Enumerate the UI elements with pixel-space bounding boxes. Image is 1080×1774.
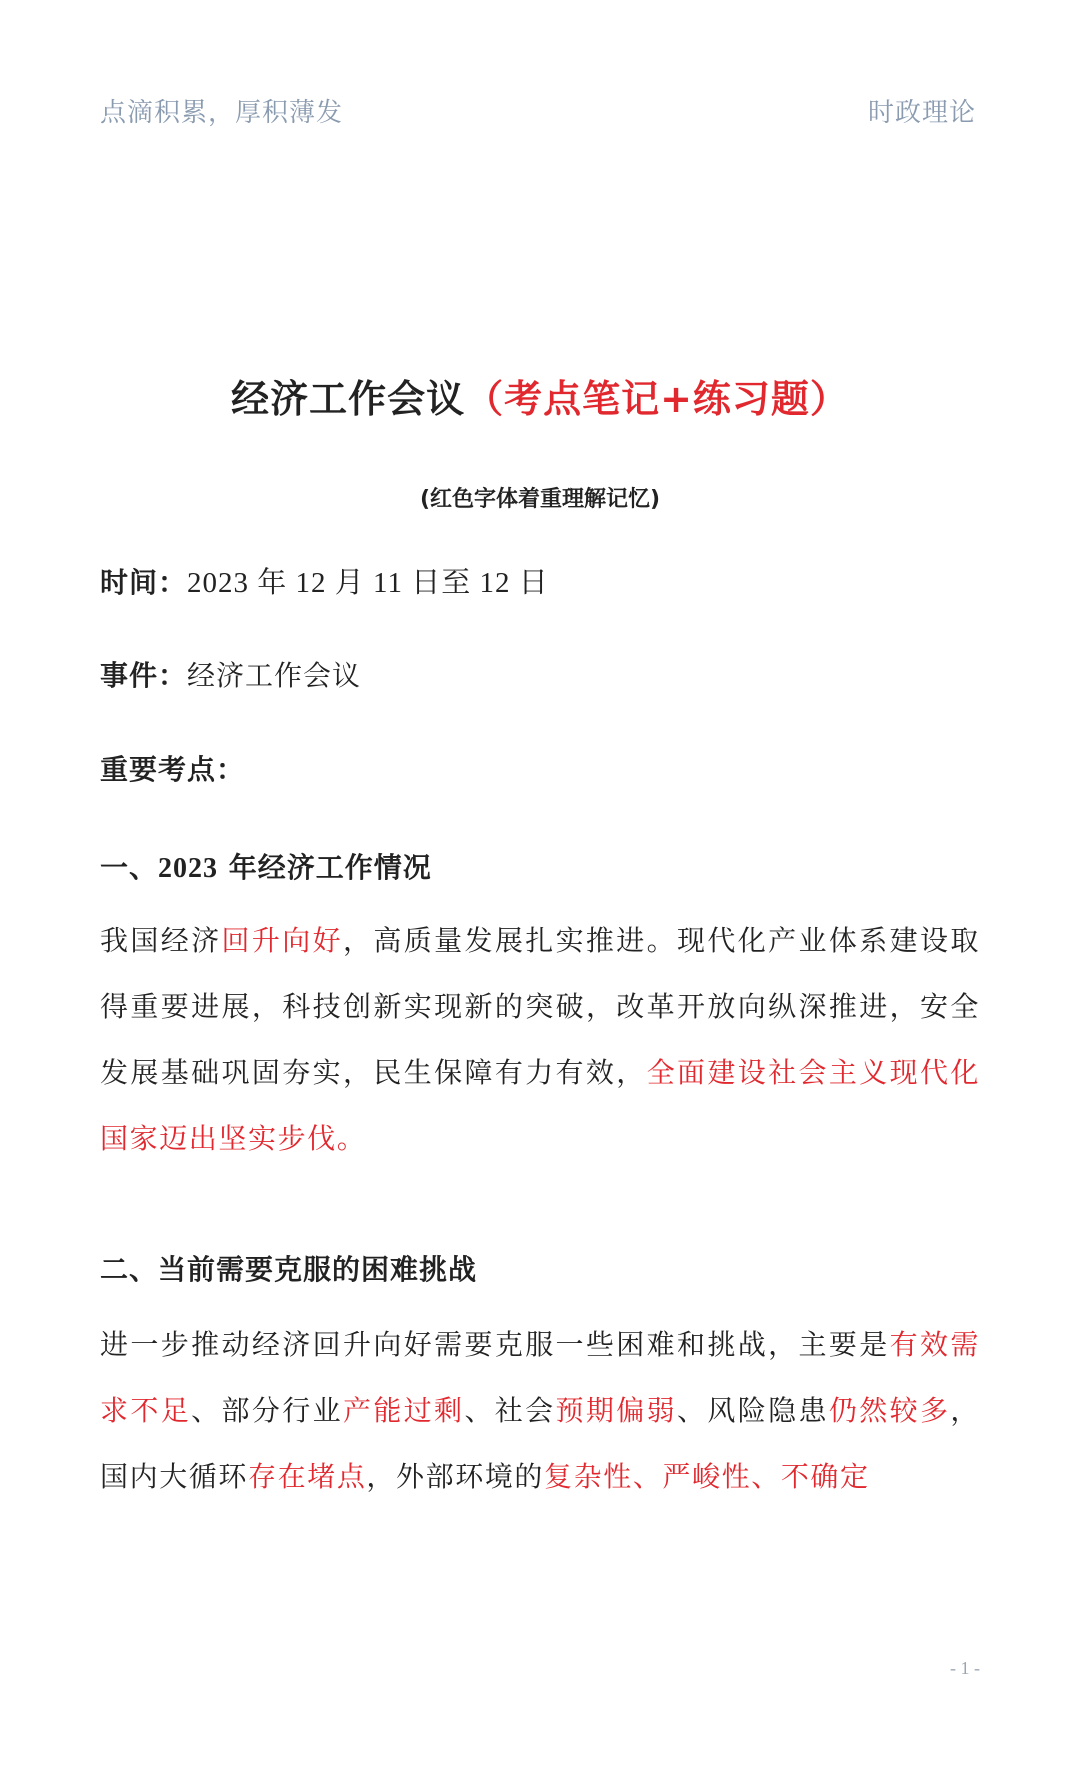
title-highlight: （考点笔记+练习题）: [465, 377, 849, 421]
section2-paragraph: [100, 1312, 980, 1510]
section2-heading: 二、当前需要克服的困难挑战: [100, 1253, 478, 1286]
section1-heading-year: 2023: [158, 853, 219, 884]
section2-text-0: 进一步推动经济回升向好需要克服一些困难和挑战，主要是: [100, 1328, 890, 1361]
header-slogan: 点滴积累，厚积薄发: [100, 98, 344, 128]
time-label: 时间：: [100, 566, 188, 599]
event-value: 经济工作会议: [187, 659, 362, 692]
keypoints-label: 重要考点：: [100, 753, 246, 786]
section1-text-2: ，高质量发展扎实推进。现代化产业体系建设取得重要进展，科技创新实现新的突破，改革开放向纵深推进，安全发展基础巩固夯实，民生保障有力有效，: [100, 924, 980, 1089]
section1-heading-text: 年经济工作情况: [218, 851, 432, 884]
event-label: 事件：: [100, 659, 188, 692]
section2-text-8: ，国内大循环: [100, 1394, 980, 1493]
section2-highlight-5: 预期偏弱: [555, 1394, 678, 1427]
time-line: [100, 560, 549, 601]
section2-highlight-7: 仍然较多: [828, 1394, 951, 1427]
header-category: 时政理论: [867, 98, 976, 128]
section1-highlight-3: 全面建设社会主义现代化国家迈出坚实步伐。: [100, 1056, 980, 1155]
time-value: 2023 年 12 月 11 日至 12 日: [187, 567, 549, 599]
page-subtitle: (红色字体着重理解记忆): [419, 487, 661, 512]
section2-highlight-3: 产能过剩: [342, 1394, 465, 1427]
keypoints-line: [100, 748, 245, 788]
section1-heading: [100, 846, 432, 886]
section1-paragraph: [100, 908, 980, 1172]
section1-highlight-1: 回升向好: [221, 924, 343, 957]
section2-text-6: 、风险隐患: [677, 1394, 829, 1427]
section2-highlight-9: 存在堵点: [248, 1460, 367, 1493]
section2-text-10: ，外部环境的: [366, 1460, 545, 1493]
section2-text-2: 、部分行业: [191, 1394, 343, 1427]
title-main: 经济工作会议: [231, 377, 466, 421]
section2-highlight-11: 复杂性、严峻性、不确定: [544, 1460, 870, 1493]
section1-text-0: 我国经济: [100, 924, 222, 957]
section2-highlight-1: 有效需求不足: [100, 1328, 980, 1427]
page-number: - 1 -: [950, 1658, 980, 1678]
section1-heading-prefix: 一、: [100, 851, 159, 884]
page-title: [0, 368, 1080, 423]
event-line: [100, 654, 361, 694]
section2-text-4: 、社会: [464, 1394, 556, 1427]
